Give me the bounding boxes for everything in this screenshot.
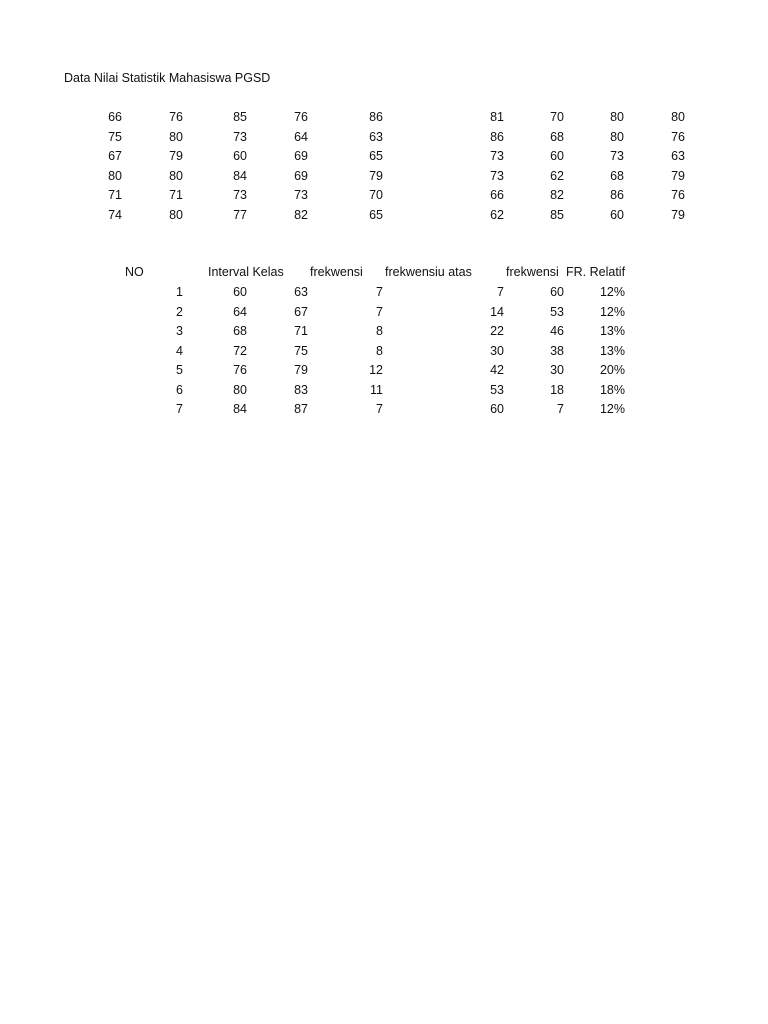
data-cell: 76	[671, 129, 685, 144]
data-cell: 69	[294, 149, 308, 163]
data-cell: 80	[108, 168, 122, 183]
table-cell: 7	[176, 402, 183, 416]
data-cell: 75	[108, 129, 122, 144]
data-cell: 73	[490, 149, 504, 163]
table-cell: 18	[550, 382, 564, 397]
data-cell: 74	[108, 207, 122, 222]
table-cell: 68	[233, 324, 247, 338]
data-cell: 80	[169, 129, 183, 144]
table-cell: 83	[294, 382, 308, 397]
data-cell: 65	[369, 207, 383, 222]
data-cell: 66	[490, 188, 504, 202]
table-cell: 63	[294, 285, 308, 299]
data-cell: 67	[108, 149, 122, 163]
data-cell: 79	[671, 207, 685, 222]
table-cell: 72	[233, 343, 247, 358]
data-cell: 85	[550, 207, 564, 222]
data-cell: 71	[108, 188, 122, 202]
data-cell: 70	[550, 110, 564, 124]
data-cell: 60	[610, 207, 624, 222]
table-cell: 7	[497, 285, 504, 299]
table-cell: 12	[369, 363, 383, 377]
table-header: NO	[125, 265, 144, 279]
table-cell: 8	[376, 343, 383, 358]
data-cell: 85	[233, 110, 247, 124]
table-header: frekwensi	[506, 265, 559, 279]
table-cell: 75	[294, 343, 308, 358]
data-cell: 62	[490, 207, 504, 222]
data-cell: 69	[294, 168, 308, 183]
table-cell: 22	[490, 324, 504, 338]
data-cell: 80	[169, 168, 183, 183]
table-cell: 6	[176, 382, 183, 397]
table-cell: 80	[233, 382, 247, 397]
table-cell: 2	[176, 304, 183, 319]
table-cell: 12%	[599, 402, 625, 416]
table-cell: 84	[233, 402, 247, 416]
data-cell: 64	[294, 129, 308, 144]
data-cell: 86	[490, 129, 504, 144]
data-cell: 82	[550, 188, 564, 202]
table-cell: 8	[376, 324, 383, 338]
table-cell: 71	[294, 324, 308, 338]
data-cell: 80	[169, 207, 183, 222]
data-cell: 77	[233, 207, 247, 222]
data-cell: 76	[294, 110, 308, 124]
table-cell: 4	[176, 343, 183, 358]
data-cell: 82	[294, 207, 308, 222]
table-cell: 13%	[599, 343, 625, 358]
table-header: Interval Kelas	[208, 265, 284, 279]
data-cell: 81	[490, 110, 504, 124]
table-cell: 7	[376, 285, 383, 299]
table-cell: 13%	[599, 324, 625, 338]
table-cell: 60	[490, 402, 504, 416]
data-cell: 73	[233, 129, 247, 144]
table-cell: 3	[176, 324, 183, 338]
table-cell: 42	[490, 363, 504, 377]
table-cell: 76	[233, 363, 247, 377]
table-cell: 12%	[599, 304, 625, 319]
table-cell: 53	[490, 382, 504, 397]
data-cell: 71	[169, 188, 183, 202]
data-cell: 79	[169, 149, 183, 163]
data-cell: 63	[369, 129, 383, 144]
table-cell: 14	[490, 304, 504, 319]
data-cell: 70	[369, 188, 383, 202]
data-cell: 79	[671, 168, 685, 183]
data-cell: 60	[550, 149, 564, 163]
data-cell: 76	[671, 188, 685, 202]
data-cell: 73	[610, 149, 624, 163]
data-cell: 68	[610, 168, 624, 183]
data-cell: 80	[671, 110, 685, 124]
data-cell: 63	[671, 149, 685, 163]
table-cell: 5	[176, 363, 183, 377]
table-header: frekwensi	[310, 265, 363, 279]
data-cell: 60	[233, 149, 247, 163]
table-cell: 46	[550, 324, 564, 338]
table-cell: 30	[490, 343, 504, 358]
table-cell: 38	[550, 343, 564, 358]
data-cell: 86	[610, 188, 624, 202]
table-cell: 60	[233, 285, 247, 299]
data-cell: 76	[169, 110, 183, 124]
table-cell: 30	[550, 363, 564, 377]
data-cell: 79	[369, 168, 383, 183]
data-cell: 73	[233, 188, 247, 202]
table-cell: 1	[176, 285, 183, 299]
data-cell: 86	[369, 110, 383, 124]
table-cell: 7	[376, 304, 383, 319]
page-title: Data Nilai Statistik Mahasiswa PGSD	[64, 71, 271, 85]
table-cell: 18%	[599, 382, 625, 397]
table-cell: 12%	[599, 285, 625, 299]
data-cell: 80	[610, 110, 624, 124]
data-cell: 80	[610, 129, 624, 144]
data-cell: 84	[233, 168, 247, 183]
table-header: frekwensiu atas	[385, 265, 472, 279]
data-cell: 66	[108, 110, 122, 124]
table-cell: 20%	[599, 363, 625, 377]
table-header: FR. Relatif	[566, 265, 626, 279]
table-cell: 67	[294, 304, 308, 319]
data-cell: 73	[490, 168, 504, 183]
data-cell: 73	[294, 188, 308, 202]
data-cell: 62	[550, 168, 564, 183]
table-cell: 7	[376, 402, 383, 416]
table-cell: 53	[550, 304, 564, 319]
data-cell: 65	[369, 149, 383, 163]
table-cell: 79	[294, 363, 308, 377]
table-cell: 64	[233, 304, 247, 319]
data-cell: 68	[550, 129, 564, 144]
table-cell: 87	[294, 402, 308, 416]
table-cell: 60	[550, 285, 564, 299]
table-cell: 11	[370, 382, 383, 397]
table-cell: 7	[557, 402, 564, 416]
